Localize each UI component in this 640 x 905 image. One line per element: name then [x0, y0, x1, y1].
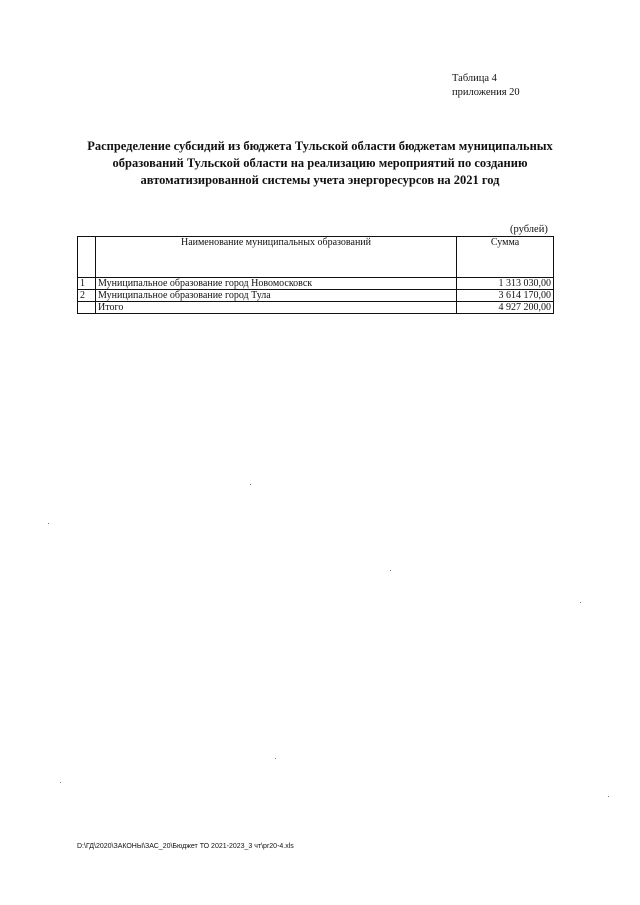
table-row: [78, 290, 554, 302]
row-name: Муниципальное образование город Новомосковск: [96, 278, 457, 290]
scan-speck: [275, 758, 276, 759]
scan-speck: [608, 796, 609, 797]
row-name: Муниципальное образование город Тула: [96, 290, 457, 302]
table-row: [78, 278, 554, 290]
table-number: Таблица 4: [452, 73, 497, 84]
unit-label: (рублей): [510, 224, 548, 235]
scan-speck: [580, 602, 581, 603]
row-sum: 1 313 030,00: [457, 278, 554, 290]
total-label: Итого: [96, 302, 457, 314]
row-num: 2: [78, 290, 96, 302]
row-num: [78, 302, 96, 314]
subsidy-table: [77, 236, 554, 314]
appendix-number: приложения 20: [452, 87, 520, 98]
row-num: 1: [78, 278, 96, 290]
header-name: Наименование муниципальных образований: [96, 237, 457, 278]
file-path-footer: D:\ГД\2020\ЗАКОНЫ\ЗАС_20\Бюджет ТО 2021-2023_3 чт\pr20-4.xls: [77, 843, 294, 850]
header-num: [78, 237, 96, 278]
table-header-row: [78, 237, 554, 278]
scan-speck: [48, 523, 49, 524]
scan-speck: [390, 570, 391, 571]
row-sum: 3 614 170,00: [457, 290, 554, 302]
document-title: Распределение субсидий из бюджета Тульской области бюджетам муниципальных образований Тульской области на реализацию мероприятий по созданию автоматизированной системы учета энергоресурсов на 2021 год: [87, 139, 553, 187]
header-sum: Сумма: [457, 237, 554, 278]
scan-speck: [250, 484, 251, 485]
table-total-row: [78, 302, 554, 314]
total-sum: 4 927 200,00: [457, 302, 554, 314]
scan-speck: [60, 782, 61, 783]
table-number-label: [452, 72, 520, 100]
